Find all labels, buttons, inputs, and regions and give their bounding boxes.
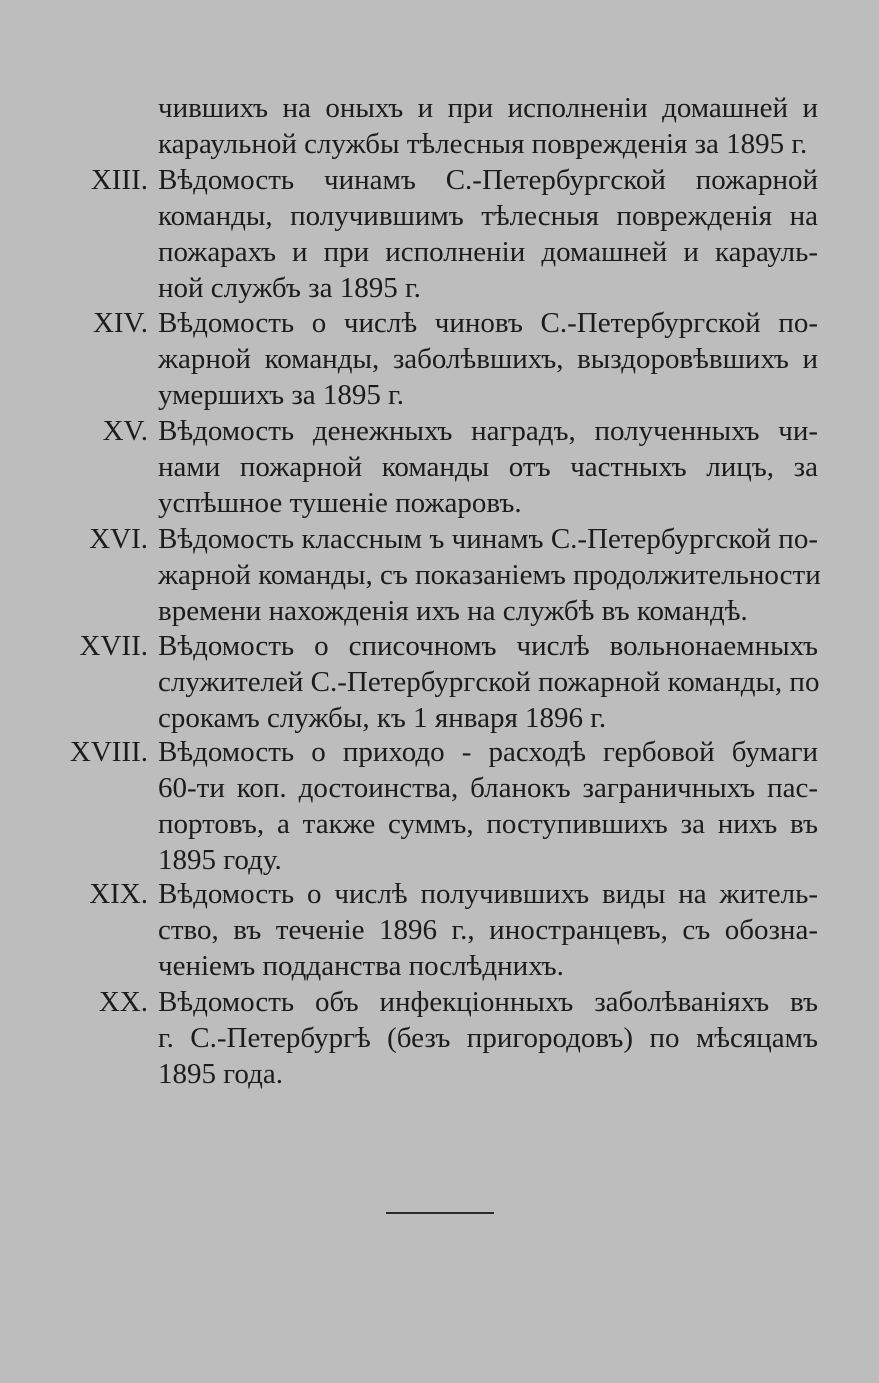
text-line: 1895 года. (158, 1058, 283, 1090)
text-line: г. С.-Петербургѣ (безъ пригородовъ) по мѣсяцамъ (158, 1022, 818, 1054)
entry-text (158, 413, 818, 521)
text-line: пожарахъ и при исполненіи домашней и карауль- (158, 236, 818, 268)
text-line: времени нахожденія ихъ на службѣ въ командѣ. (158, 595, 748, 627)
entry-text (158, 521, 821, 629)
text-line: Вѣдомость о списочномъ числѣ вольнонаемныхъ (158, 630, 818, 662)
text-line: жарной команды, съ показаніемъ продолжительности (158, 559, 821, 591)
text-line: жарной команды, заболѣвшихъ, выздоровѣвшихъ и (158, 343, 818, 375)
entry-text (158, 876, 818, 984)
text-line: чившихъ на оныхъ и при исполненіи домашней и (158, 92, 818, 124)
text-line: Вѣдомость классным ъ чинамъ С.-Петербургской по- (158, 523, 818, 555)
entry-text (158, 162, 818, 306)
text-line: ство, въ теченіе 1896 г., иностранцевъ, съ обозна- (158, 914, 818, 946)
text-line: Вѣдомость объ инфекціонныхъ заболѣваніяхъ въ (158, 986, 818, 1018)
text-line: ной службъ за 1895 г. (158, 272, 421, 304)
text-line: Вѣдомость чинамъ С.-Петербургской пожарной (158, 164, 818, 196)
end-rule (386, 1212, 494, 1214)
text-line: служителей С.-Петербургской пожарной команды, по (158, 666, 820, 698)
entry-text (158, 628, 818, 736)
text-line: 1895 году. (158, 844, 282, 876)
text-line: нами пожарной команды отъ частныхъ лицъ, за (158, 451, 818, 483)
entry-text (158, 305, 818, 413)
entry-number: XIX. (89, 878, 148, 910)
text-line: Вѣдомость денежныхъ наградъ, полученныхъ чи- (158, 415, 818, 447)
entry-text (158, 734, 818, 878)
text-line: караульной службы тѣлесныя поврежденія за 1895 г. (158, 128, 808, 160)
entry-text (158, 984, 818, 1092)
text-line: команды, получившимъ тѣлесныя поврежденія на (158, 200, 818, 232)
entry-text (158, 90, 818, 162)
text-line: успѣшное тушеніе пожаровъ. (158, 487, 522, 519)
text-line: портовъ, а также суммъ, поступившихъ за нихъ въ (158, 808, 818, 840)
entry-number: XV. (102, 415, 148, 447)
entry-number: XIV. (92, 307, 148, 339)
entry-number: XVI. (89, 523, 148, 555)
text-line: умершихъ за 1895 г. (158, 379, 405, 411)
text-line: ченіемъ подданства послѣднихъ. (158, 950, 564, 982)
entry-number: XX. (98, 986, 148, 1018)
entry-number: XIII. (90, 164, 148, 196)
text-line: 60-ти коп. достоинства, бланокъ заграничныхъ пас- (158, 772, 818, 804)
text-line: срокамъ службы, къ 1 января 1896 г. (158, 702, 607, 734)
entry-number: XVII. (79, 630, 148, 662)
entry-number: XVIII. (69, 736, 148, 768)
text-line: Вѣдомость о приходо - расходѣ гербовой бумаги (158, 736, 818, 768)
text-line: Вѣдомость о числѣ чиновъ С.-Петербургской по- (158, 307, 818, 339)
text-line: Вѣдомость о числѣ получившихъ виды на житель- (158, 878, 818, 910)
